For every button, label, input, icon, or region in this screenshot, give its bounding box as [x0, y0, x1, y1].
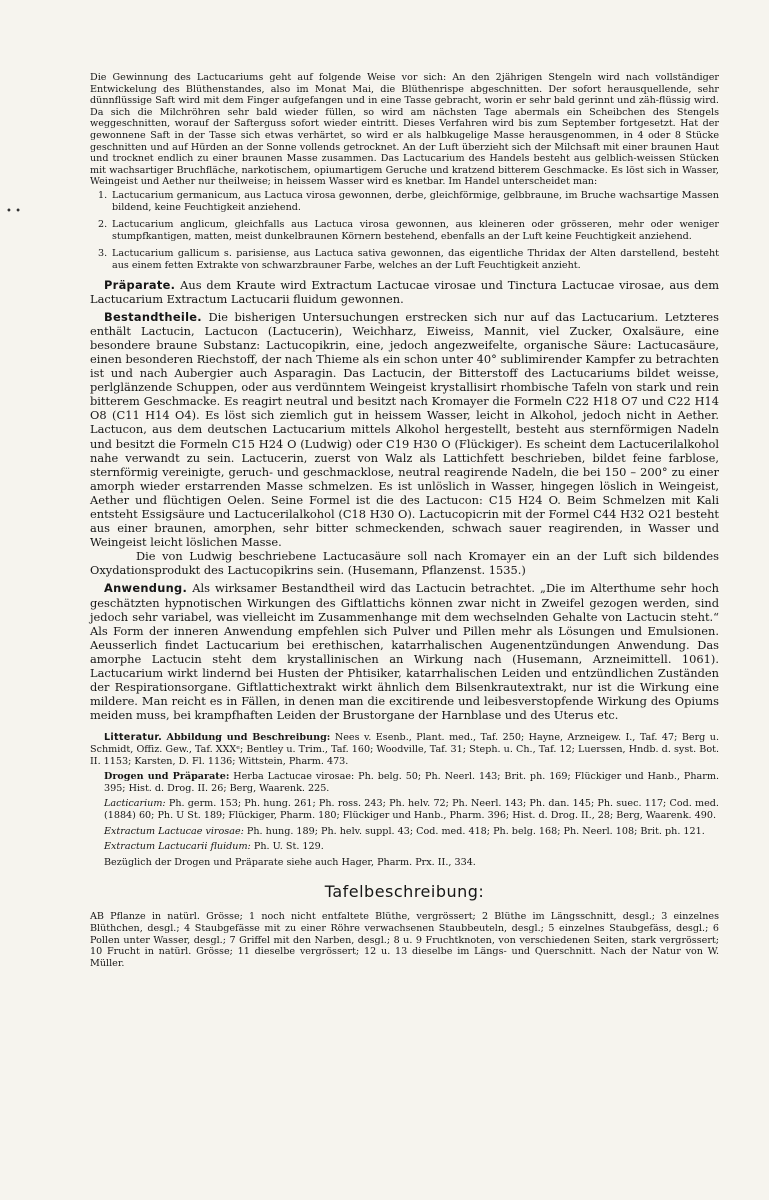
praeparate-section [90, 278, 719, 306]
praeparate-text: Aus dem Kraute wird Extractum Lactucae virosae und Tinctura Lactucae virosae, aus dem Lactucarium Extractum Lactucarii fluidum gewonnen. [90, 277, 719, 306]
anwendung-section [90, 581, 719, 722]
tafel-text: AB Pflanze in natürl. Grösse; 1 noch nicht entfaltete Blüthe, vergrössert; 2 Blüthe im Längsschnitt, desgl.; 3 einzelnes Blüthchen, desgl.; 4 Staubgefässe mit zu einer Röhre verwachsenen Staubbeuteln, desgl.; 5 einzelnes Staubgefäss, desgl.; 6 Pollen unter Wasser, desgl.; 7 Griffel mit den Narben, desgl.; 8 u. 9 Fruchtknoten, von verschiedenen Seiten, stark vergrössert; 10 Frucht in natürl. Grösse; 11 dieselbe vergrössert; 12 u. 13 dieselbe im Längs- und Querschnitt. Nach der Natur von W. Müller. [90, 911, 719, 969]
section-heading: Bestandtheile. [104, 309, 202, 324]
anwendung-text: Als wirksamer Bestandtheil wird das Lactucin betrachtet. „Die im Alterthume sehr hoch geschätzten hypnotischen Wirkungen des Giftlattichs können zwar nicht in Zweifel gezogen werden, sind jedoch sehr variabel, was vielleicht im Zusammenhange mit dem wechselnden Gehalte von Lactucin steht.“ Als Form der inneren Anwendung empfehlen sich Pulver und Pillen mehr als Lösungen und Emulsionen. Aeusserlich findet Lactucarium bei erethischen, katarrhalischen Augenentzündungen Anwendung. Das amorphe Lactucin steht dem krystallinischen an Wirkung nach (Husemann, Arzneimittell. 1061). Lactucarium wirkt lindernd bei Husten der Phtisiker, katarrhalischen Leiden und entzündlichen Zuständen der Respirationsorgane. Giftlattichextrakt wirkt ähnlich dem Bilsenkrautextrakt, nur ist die Wirkung eine mildere. Man reicht es in Fällen, in denen man die excitirende und leibesverstopfende Wirkung des Opiums meiden muss, bei krampfhaften Leiden der Brustorgane der Harnblase und des Uterus etc. [90, 581, 719, 723]
tafel-title: Tafelbeschreibung: [324, 882, 485, 902]
handelssorten-list [98, 189, 719, 272]
bestandtheile-text: Die bisherigen Untersuchungen erstrecken sich nur auf das Lactucarium. Letzteres enthält Lactucin, Lactucon (Lactucerin), Weichharz, Eiweiss, Mannit, viel Zucker, Oxalsäure, eine besondere braune Substanz: Lactucopikrin, eine, jedoch angezweifelte, organische Säure: Lactucasäure, einen besonderen Riechstoff, der nach Thieme als ein schon unter 40° sublimirender Kampfer zu betrachten ist und nach Aubergier auch Asparagin. Das Lactucin, der Bitterstoff des Lactucariums bildet weisse, perlglänzende Schuppen, oder aus verdünntem Weingeist krystallisirt rhombische Tafeln von stark und rein bitterem Geschmacke. Es reagirt neutral und besitzt nach Kromayer die Formeln C22 H18 O7 und C22 H14 O8 (C11 H14 O4). Es löst sich ziemlich gut in heissem Wasser, leicht in Alkohol, jedoch nicht in Aether. Lactucon, aus dem deutschen Lactucarium mittels Alkohol hergestellt, besteht aus sternförmigen Nadeln und besitzt die Formeln C15 H24 O (Ludwig) oder C19 H30 O (Flückiger). Es scheint dem Lactucerilalkohol nahe verwandt zu sein. Lactucerin, zuerst von Walz als Lattichfett beschrieben, bildet feine farblose, sternförmig vereinigte, geruch- und geschmacklose, neutral reagirende Nadeln, die bei 150 – 200° zu einer amorph wieder erstarrenden Masse schmelzen. Es ist unlöslich in Wasser, hingegen löslich in Weingeist, Aether und flüchtigen Oelen. Seine Formel ist die des Lactucon: C15 H24 O. Beim Schmelzen mit Kali entsteht Essigsäure und Lactucerilalkohol (C18 H30 O). Lactucopicrin mit der Formel C44 H32 O21 besteht aus einer braunen, amorphen, sehr bitter schmeckenden, schwach sauer reagirenden, in Wasser und Weingeist leicht löslichen Masse. [90, 309, 719, 550]
lit-lactucarium: Lacticarium: Ph. germ. 153; Ph. hung. 261; Ph. ross. 243; Ph. helv. 72; Ph. Neerl. 143; Ph. dan. 145; Ph. suec. 117; Cod. med. (1884) 60; Ph. U St. 189; Flückiger, Pharm. 180; Flückiger und Hanb., Pharm. 396; Hist. d. Drog. II., 28; Berg, Waarenk. 490. [104, 798, 719, 821]
litteratur-section [90, 732, 719, 767]
section-heading: Präparate. [104, 277, 176, 292]
list-item: 2. Lactucarium anglicum, gleichfalls aus Lactuca virosa gewonnen, aus kleineren oder grösseren, mehr oder weniger stumpfkantigen, matten, meist dunkelbraunen Körnern bestehend, ebenfalls an der Luft keine Feuchtigkeit anziehend. [98, 219, 719, 242]
lit-extractum-fluidum: Extractum Lactucarii fluidum: Ph. U. St. 129. [104, 841, 324, 853]
section-heading: Anwendung. [104, 581, 188, 596]
lit-hager: Bezüglich der Drogen und Präparate siehe auch Hager, Pharm. Prx. II., 334. [104, 856, 476, 868]
lit-extractum: Extractum Lactucae virosae: Ph. hung. 189; Ph. helv. suppl. 43; Cod. med. 418; Ph. belg. 168; Ph. Neerl. 108; Brit. ph. 121. [104, 825, 705, 837]
lit-drogen: Drogen und Präparate: Herba Lactucae virosae: Ph. belg. 50; Ph. Neerl. 143; Brit. ph. 169; Flückiger und Hanb., Pharm. 395; Hist. d. Drog. II. 26; Berg, Waarenk. 225. [104, 771, 719, 794]
section-heading: Litteratur. [104, 732, 163, 744]
list-item: 3. Lactucarium gallicum s. parisiense, aus Lactuca sativa gewonnen, das eigentliche Thridax der Alten darstellend, besteht aus einem fetten Extrakte von schwarzbrauner Farbe, welches an der Luft Feuchtigkeit anzieht. [98, 248, 719, 271]
list-item: 1. Lactucarium germanicum, aus Lactuca virosa gewonnen, derbe, gleichförmige, gelbbraune, im Bruche wachsartige Massen bildend, keine Feuchtigkeit anziehend. [98, 189, 719, 213]
gewinnung-paragraph: Die Gewinnung des Lactucariums geht auf folgende Weise vor sich: An den 2jährigen Stengeln wird nach vollständiger Entwickelung des Blüthenstandes, also im Monat Mai, die Blüthenrispe abgeschnitten. Der sofort herausquellende, sehr dünnflüssige Saft wird mit dem Finger aufgefangen und in eine Tasse gebracht, worin er sehr bald gerinnt und zäh-flüssig wird. Da sich die Milchröhren sehr bald wieder füllen, so wird am nächsten Tage abermals ein Scheibchen des Stengels weggeschnitten, worauf der Safterguss sofort wieder eintritt. Dieses Verfahren wird bis zum September fortgesetzt. Hat der gewonnene Saft in der Tasse sich etwas verhärtet, so wird er als halbkugelige Masse herausgenommen, in 4 oder 8 Stücke geschnitten und auf Hürden an der Sonne vollends getrocknet. An der Luft überzieht sich der Milchsaft mit einer braunen Haut und trocknet endlich zu einer braunen Masse zusammen. Das Lactucarium des Handels besteht aus gelblich-weissen Stücken mit wachsartiger Bruchfläche, narkotischem, opiumartigem Geruche und kratzend bitterem Geschmacke. Es löst sich in Wasser, Weingeist und Aether nur theilweise; in heissem Wasser wird es knetbar. Im Handel unterscheidet man: [90, 72, 719, 188]
bestandtheile-paragraph-2: Die von Ludwig beschriebene Lactucasäure soll nach Kromayer ein an der Luft sich bildendes Oxydationsprodukt des Lactucopikrins sein. (Husemann, Pflanzenst. 1535.) [90, 549, 719, 578]
lit-text: Nees v. Esenb., Plant. med., Taf. 250; Hayne, Arzneigew. I., Taf. 47; Berg u. Schmidt, Offiz. Gew., Taf. XXXᵉ; Bentley u. Trim., Taf. 160; Woodville, Taf. 31; Steph. u. Ch., Taf. 12; Luerssen, Hndb. d. syst. Bot. II. 1153; Karsten, D. Fl. 1136; Wittstein, Pharm. 473. [90, 732, 719, 767]
lit-subheading: Abbildung und Beschreibung: [166, 732, 331, 744]
bestandtheile-section [90, 310, 719, 550]
margin-dots: • • [6, 206, 21, 217]
